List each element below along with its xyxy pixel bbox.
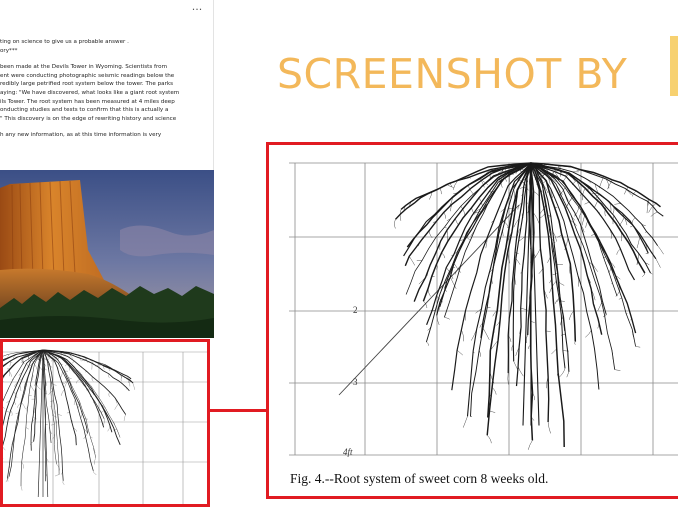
- post-line: h any new information, as at this time information is very: [0, 132, 162, 139]
- root-hair: [455, 219, 458, 225]
- root-hair: [585, 202, 590, 204]
- root-hair: [29, 395, 32, 396]
- root-hair: [613, 206, 614, 214]
- root-hair: [561, 301, 565, 302]
- root-hair: [526, 335, 527, 343]
- root-hair: [514, 361, 518, 370]
- root-hair: [48, 357, 51, 360]
- root-hair: [616, 289, 620, 297]
- post-line: ting on science to give us a probable answer .: [0, 39, 129, 45]
- root-hair: [651, 212, 658, 217]
- post-line: [0, 123, 212, 131]
- post-line: onducting studies and tests to confirm that this is actually a: [0, 107, 169, 114]
- depth-mark-3: 3: [353, 377, 358, 387]
- root-hair: [115, 403, 119, 409]
- post-line: been made at the Devils Tower in Wyoming. Scientists from: [0, 64, 168, 71]
- root-hair: [637, 237, 640, 248]
- devils-tower-photo[interactable]: [0, 170, 214, 338]
- root-hair: [617, 249, 621, 255]
- root-hair: [133, 383, 135, 390]
- post-body-text: [0, 38, 212, 140]
- root-hair: [528, 440, 532, 449]
- root-hair: [8, 355, 9, 357]
- root-hair: [426, 342, 428, 346]
- social-post: [0, 0, 214, 509]
- root-hair: [540, 213, 545, 218]
- post-line: ils Tower. The root system has been measured at 4 miles deep: [0, 98, 175, 105]
- root-hair: [555, 298, 559, 304]
- more-options-icon[interactable]: ···: [191, 3, 203, 16]
- root-hair: [647, 201, 648, 213]
- root-hair: [642, 273, 645, 277]
- root-hair: [561, 334, 565, 335]
- root-hair: [656, 259, 661, 268]
- root-diagram-thumbnail-drawing: [3, 342, 207, 504]
- root-hair: [548, 422, 551, 433]
- root-hair: [559, 282, 564, 286]
- root-strand: [21, 350, 43, 486]
- root-hair: [483, 328, 489, 340]
- root-hair: [586, 221, 588, 228]
- root-hair: [619, 298, 622, 300]
- root-hair: [575, 342, 576, 345]
- root-diagram-drawing: [269, 145, 678, 496]
- root-hair: [55, 475, 59, 477]
- root-hair: [632, 218, 635, 224]
- depth-mark-4ft: 4ft: [343, 447, 353, 457]
- panel-divider: [213, 0, 214, 170]
- post-line: ory***: [0, 47, 18, 54]
- root-hair: [463, 416, 467, 427]
- root-hair: [61, 389, 64, 396]
- root-hair: [74, 399, 75, 405]
- root-hair: [37, 384, 41, 389]
- root-hair: [26, 428, 29, 430]
- root-hair: [22, 462, 24, 468]
- root-hair: [457, 350, 463, 355]
- post-line: ent were conducting photographic seismic readings below the: [0, 72, 175, 79]
- root-hair: [636, 346, 641, 347]
- watermark-logo-fragment: [670, 36, 678, 96]
- root-hair: [444, 213, 446, 219]
- root-strand: [517, 163, 532, 386]
- callout-connector-line: [210, 409, 267, 412]
- root-hair: [534, 191, 539, 195]
- root-hair: [447, 230, 448, 242]
- screenshot-watermark: SCREENSHOT BY: [277, 50, 628, 98]
- figure-caption: Fig. 4.--Root system of sweet corn 8 weeks old.: [290, 471, 549, 486]
- root-hair: [394, 219, 395, 228]
- root-hair: [108, 425, 110, 431]
- root-hair: [76, 379, 79, 383]
- root-hair: [551, 349, 556, 354]
- diagonal-guide-line: [339, 205, 519, 395]
- root-hair: [3, 407, 5, 409]
- root-hair: [442, 253, 445, 258]
- root-hair: [53, 384, 57, 385]
- root-hair: [113, 430, 117, 431]
- root-hair: [93, 471, 96, 475]
- root-hair: [34, 364, 37, 369]
- post-line: redibly large petrified root system below the tower. The parks: [0, 81, 174, 88]
- root-strand: [444, 163, 531, 317]
- depth-mark-2: 2: [353, 305, 358, 315]
- root-hair: [109, 392, 110, 397]
- root-hair: [6, 411, 10, 413]
- root-hair: [461, 330, 463, 341]
- root-hair: [63, 481, 65, 485]
- root-diagram-enlarged[interactable]: [266, 142, 678, 499]
- root-hair: [649, 206, 653, 212]
- root-hair: [516, 259, 520, 265]
- diagram-grid: [289, 163, 678, 455]
- root-hair: [598, 301, 603, 311]
- root-hair: [615, 370, 621, 371]
- root-hair: [658, 246, 664, 255]
- root-hair: [10, 361, 11, 366]
- root-hair: [567, 372, 569, 377]
- post-line: " This discovery is on the edge of rewriting history and science: [0, 115, 177, 122]
- root-hair: [492, 387, 496, 394]
- root-hair: [20, 385, 21, 391]
- root-hair: [11, 410, 13, 416]
- root-hair: [49, 391, 53, 395]
- root-hair: [585, 330, 591, 337]
- root-hair: [575, 207, 580, 216]
- root-hair: [94, 458, 95, 465]
- root-hair: [490, 411, 496, 413]
- root-hair: [651, 273, 653, 274]
- root-hair: [101, 411, 104, 413]
- root-hair: [22, 402, 26, 409]
- root-strand: [531, 163, 564, 447]
- post-line: [0, 55, 212, 63]
- root-hair: [58, 415, 62, 416]
- root-hair: [559, 368, 565, 377]
- root-hair: [614, 204, 621, 205]
- root-hair: [487, 435, 491, 443]
- root-hair: [518, 367, 523, 377]
- root-hair: [21, 486, 22, 490]
- root-hair: [3, 447, 5, 451]
- root-hair: [487, 307, 490, 308]
- root-hair: [124, 415, 126, 421]
- root-diagram-thumbnail[interactable]: [0, 339, 210, 507]
- root-hair: [409, 256, 415, 265]
- root-hair: [444, 317, 449, 319]
- post-line: aying: "We have discovered, what looks like a giant root system: [0, 89, 180, 96]
- root-hair: [428, 289, 431, 297]
- root-hair: [30, 385, 34, 391]
- root-hair: [440, 188, 442, 194]
